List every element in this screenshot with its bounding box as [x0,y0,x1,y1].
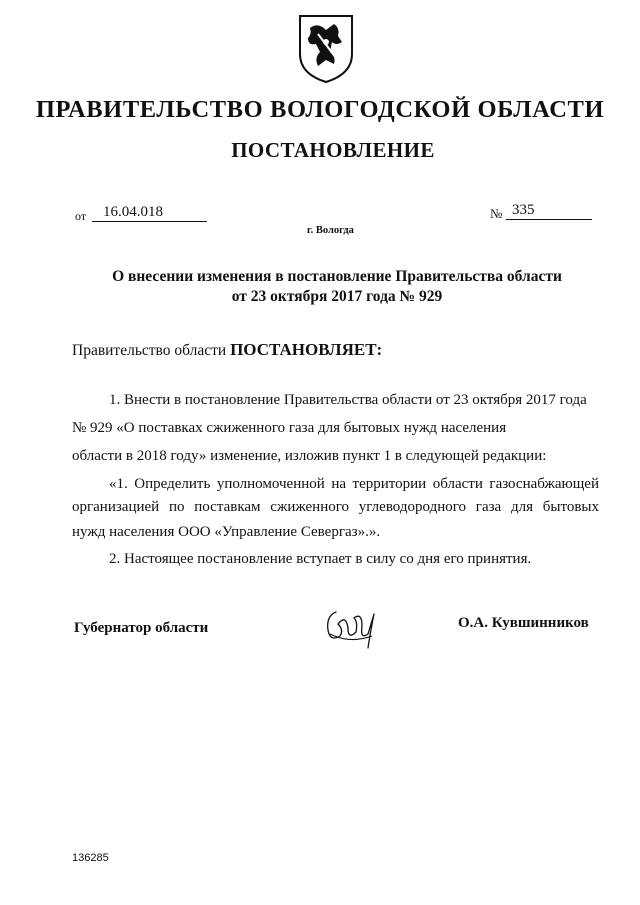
preamble-emphasis: ПОСТАНОВЛЯЕТ: [230,340,383,359]
subject-line-2: от 23 октября 2017 года № 929 [231,288,443,305]
paragraph-1-line-1: 1. Внести в постановление Правительства области от 23 октября 2017 года [109,392,587,408]
preamble [72,340,382,360]
paragraph-1-line-2: № 929 «О поставках сжиженного газа для бытовых нужд населения [72,420,507,436]
preamble-text: Правительство области [72,342,231,359]
subject-line-1: О внесении изменения в постановление Правительства области [112,268,562,285]
date-underline [92,221,207,222]
document-code: 136285 [72,852,109,864]
date-label: от [75,209,87,223]
document-date: 16.04.018 [103,204,163,220]
number-label: № [490,206,503,221]
signer-title: Губернатор области [74,620,209,636]
city: г. Вологда [307,225,354,236]
document-subject [0,267,640,307]
handwritten-signature [322,604,380,650]
signer-name: О.А. Кувшинников [458,615,589,631]
number-underline [506,219,592,220]
quote-line-3: нужд населения ООО «Управление Севергаз».». [72,524,381,540]
quote-line-2: организацией по поставкам сжиженного углеводородного газа для бытовых [72,499,599,515]
document-type: ПОСТАНОВЛЕНИЕ [231,138,435,162]
government-title: ПРАВИТЕЛЬСТВО ВОЛОГОДСКОЙ ОБЛАСТИ [35,96,605,123]
paragraph-1-line-3: области в 2018 году» изменение, изложив пункт 1 в следующей редакции: [72,448,547,464]
document-number: 335 [512,202,535,218]
quote-line-1: «1. Определить уполномоченной на территории области газоснабжающей [109,476,599,492]
coat-of-arms-icon [296,12,356,84]
paragraph-2: 2. Настоящее постановление вступает в силу со дня его принятия. [109,551,532,567]
